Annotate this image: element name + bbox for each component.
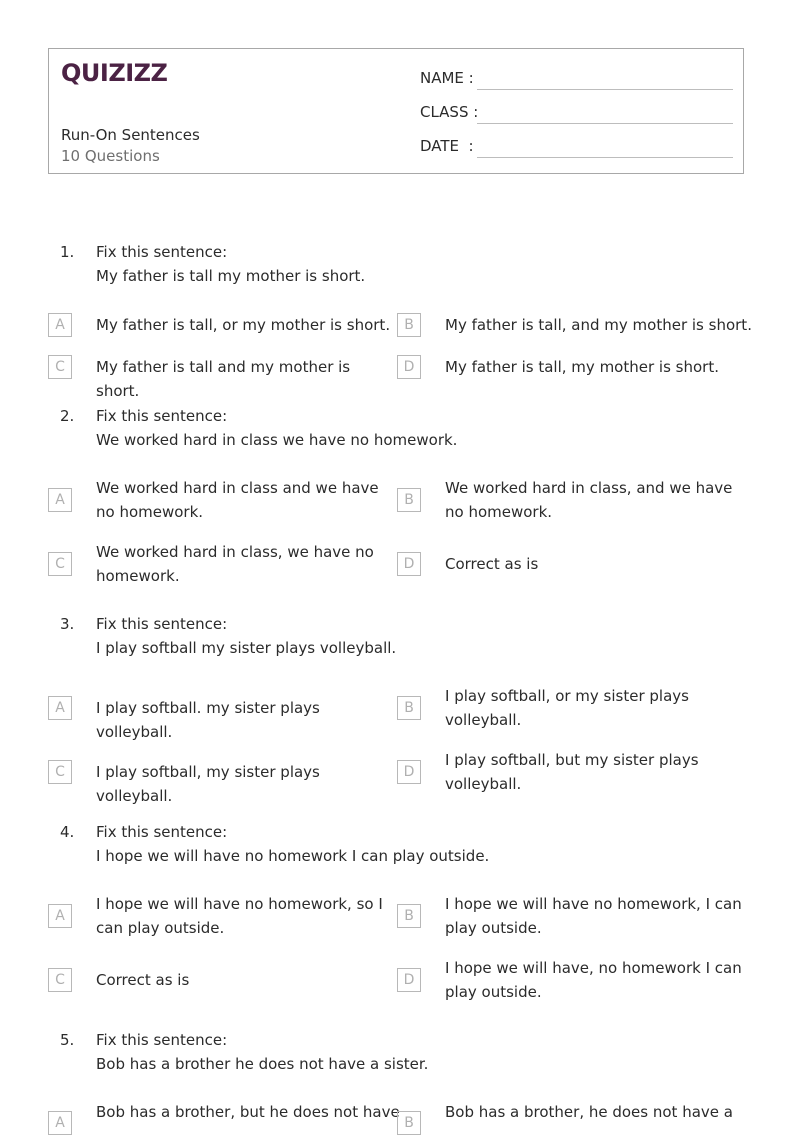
option-letter-box[interactable]: D [397,968,421,992]
option-text: Correct as is [445,555,539,573]
question-sentence: We worked hard in class we have no homework. [96,431,458,449]
question-prompt: Fix this sentence: [96,243,228,261]
option-text: I hope we will have no homework, I can play outside. [445,895,742,937]
option-text: My father is tall, and my mother is short. [445,316,752,334]
option-letter-box[interactable]: A [48,1111,72,1135]
option-letter-box[interactable]: C [48,968,72,992]
option-text: I play softball, but my sister plays volleyball. [445,751,699,793]
question-text [96,612,396,660]
option-letter-box[interactable]: A [48,488,72,512]
class-line[interactable] [477,123,733,124]
question-number: 1. [60,243,75,261]
option-letter-box[interactable]: D [397,552,421,576]
question-number: 2. [60,407,75,425]
option-text: Bob has a brother, he does not have a [445,1103,733,1121]
name-line[interactable] [477,89,733,90]
option-letter-box[interactable]: B [397,904,421,928]
option-letter-box[interactable]: C [48,760,72,784]
question-sentence: I play softball my sister plays volleyball. [96,639,397,657]
question-text [96,404,457,452]
option-text: I hope we will have, no homework I can play outside. [445,959,742,1001]
date-line[interactable] [477,157,733,158]
option-letter-box[interactable]: A [48,904,72,928]
question-number: 5. [60,1031,75,1049]
option-text: I play softball. my sister plays volleyball. [96,699,320,741]
option-letter-box[interactable]: C [48,552,72,576]
name-label: NAME : [420,69,474,87]
worksheet-header [48,48,744,174]
option-letter-box[interactable]: D [397,355,421,379]
option-text: My father is tall, my mother is short. [445,358,719,376]
option-text: Bob has a brother, but he does not have [96,1103,400,1121]
question-prompt: Fix this sentence: [96,823,228,841]
option-text: Correct as is [96,971,190,989]
quizizz-logo: QUIZIZZ [61,59,168,87]
option-text: We worked hard in class, we have no homework. [96,543,374,585]
option-text: I play softball, my sister plays volleyball. [96,763,320,805]
question-sentence: I hope we will have no homework I can play outside. [96,847,490,865]
option-letter-box[interactable]: D [397,760,421,784]
option-letter-box[interactable]: A [48,313,72,337]
option-text: My father is tall, or my mother is short. [96,316,391,334]
option-letter-box[interactable]: B [397,488,421,512]
class-label: CLASS : [420,103,479,121]
question-prompt: Fix this sentence: [96,615,228,633]
question-text [96,240,365,288]
question-prompt: Fix this sentence: [96,1031,228,1049]
question-number: 4. [60,823,75,841]
question-number: 3. [60,615,75,633]
worksheet-title: Run-On Sentences [61,126,200,144]
option-text: I play softball, or my sister plays volleyball. [445,687,689,729]
option-letter-box[interactable]: A [48,696,72,720]
date-label: DATE : [420,137,474,155]
option-text: We worked hard in class, and we have no homework. [445,479,733,521]
question-count: 10 Questions [61,147,160,165]
option-letter-box[interactable]: B [397,1111,421,1135]
question-sentence: Bob has a brother he does not have a sister. [96,1055,429,1073]
question-text [96,820,489,868]
option-text: I hope we will have no homework, so I can play outside. [96,895,383,937]
option-letter-box[interactable]: B [397,696,421,720]
question-sentence: My father is tall my mother is short. [96,267,366,285]
question-text [96,1028,428,1076]
option-text: We worked hard in class and we have no homework. [96,479,379,521]
option-letter-box[interactable]: C [48,355,72,379]
option-letter-box[interactable]: B [397,313,421,337]
option-text: My father is tall and my mother is short. [96,358,351,400]
question-prompt: Fix this sentence: [96,407,228,425]
